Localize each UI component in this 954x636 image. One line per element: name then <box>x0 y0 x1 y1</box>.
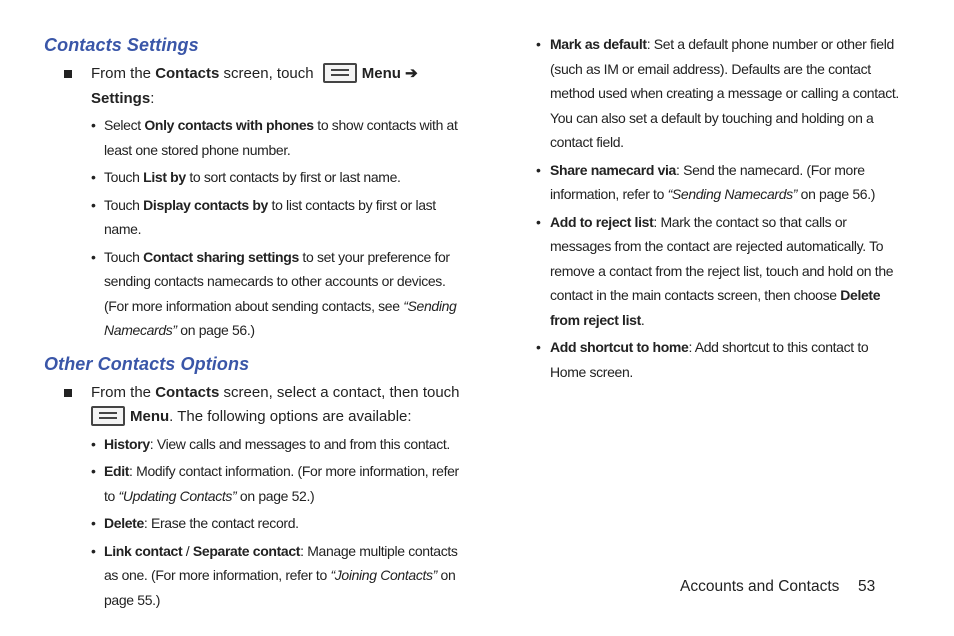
contacts-settings-intro: From the Contacts screen, touch Menu ➔ Settings: <box>44 62 464 111</box>
page-number: 53 <box>858 578 876 595</box>
cross-reference-link: “Sending Namecards” <box>667 186 798 202</box>
list-item: • Touch Display contacts by to list contacts by first or last name. <box>91 196 436 237</box>
contacts-settings-heading: Contacts Settings <box>44 35 199 55</box>
list-item: • Mark as default: Set a default phone number or other field (such as IM or email address). Defaults are the contact method used when creating a message or calling a contact. You can also set a default by touching and holding on a contact field. <box>536 36 899 150</box>
list-item: • Edit: Modify contact information. (For more information, refer to “Updating Contacts” on page 52.) <box>91 463 459 504</box>
list-item: • History: View calls and messages to and from this contact. <box>91 435 450 452</box>
footer-section-title: Accounts and Contacts <box>680 578 840 595</box>
list-item: • Select Only contacts with phones to show contacts with at least one stored phone number. <box>91 117 458 158</box>
page-footer <box>680 578 876 596</box>
square-bullet-icon <box>64 389 72 397</box>
list-item: • Share namecard via: Send the namecard. (For more information, refer to “Sending Namecards” on page 56.) <box>536 161 876 202</box>
cross-reference-link: “Joining Contacts” <box>330 567 437 583</box>
list-item: • Touch Contact sharing settings to set your preference for sending contacts namecards to other accounts or devices. (For more information about sending contacts, see “Sending Namecards” on page 56.) <box>91 248 457 338</box>
menu-icon <box>323 63 357 83</box>
menu-icon <box>91 406 125 426</box>
cross-reference-link: “Updating Contacts” <box>118 487 237 504</box>
list-item: • Delete: Erase the contact record. <box>91 515 299 531</box>
list-item: • Add shortcut to home: Add shortcut to this contact to Home screen. <box>536 339 869 380</box>
list-item: • Touch List by to sort contacts by first or last name. <box>91 169 401 185</box>
list-item: • Add to reject list: Mark the contact so that calls or messages from the contact are rejected automatically. To remove a contact from the reject list, touch and hold on the contact in the main contacts screen, then choose Delete from reject list. <box>536 213 894 328</box>
list-item: • Link contact / Separate contact: Manage multiple contacts as one. (For more information, refer to “Joining Contacts” on page 55.) <box>91 542 458 608</box>
right-column <box>536 32 906 387</box>
other-contacts-options-heading: Other Contacts Options <box>44 353 250 374</box>
left-column <box>44 32 464 615</box>
other-options-intro: From the Contacts screen, select a contact, then touch Menu. The following options are available: <box>44 381 464 430</box>
square-bullet-icon <box>64 70 72 78</box>
cross-reference-link: “Sending Namecards” <box>104 297 457 338</box>
